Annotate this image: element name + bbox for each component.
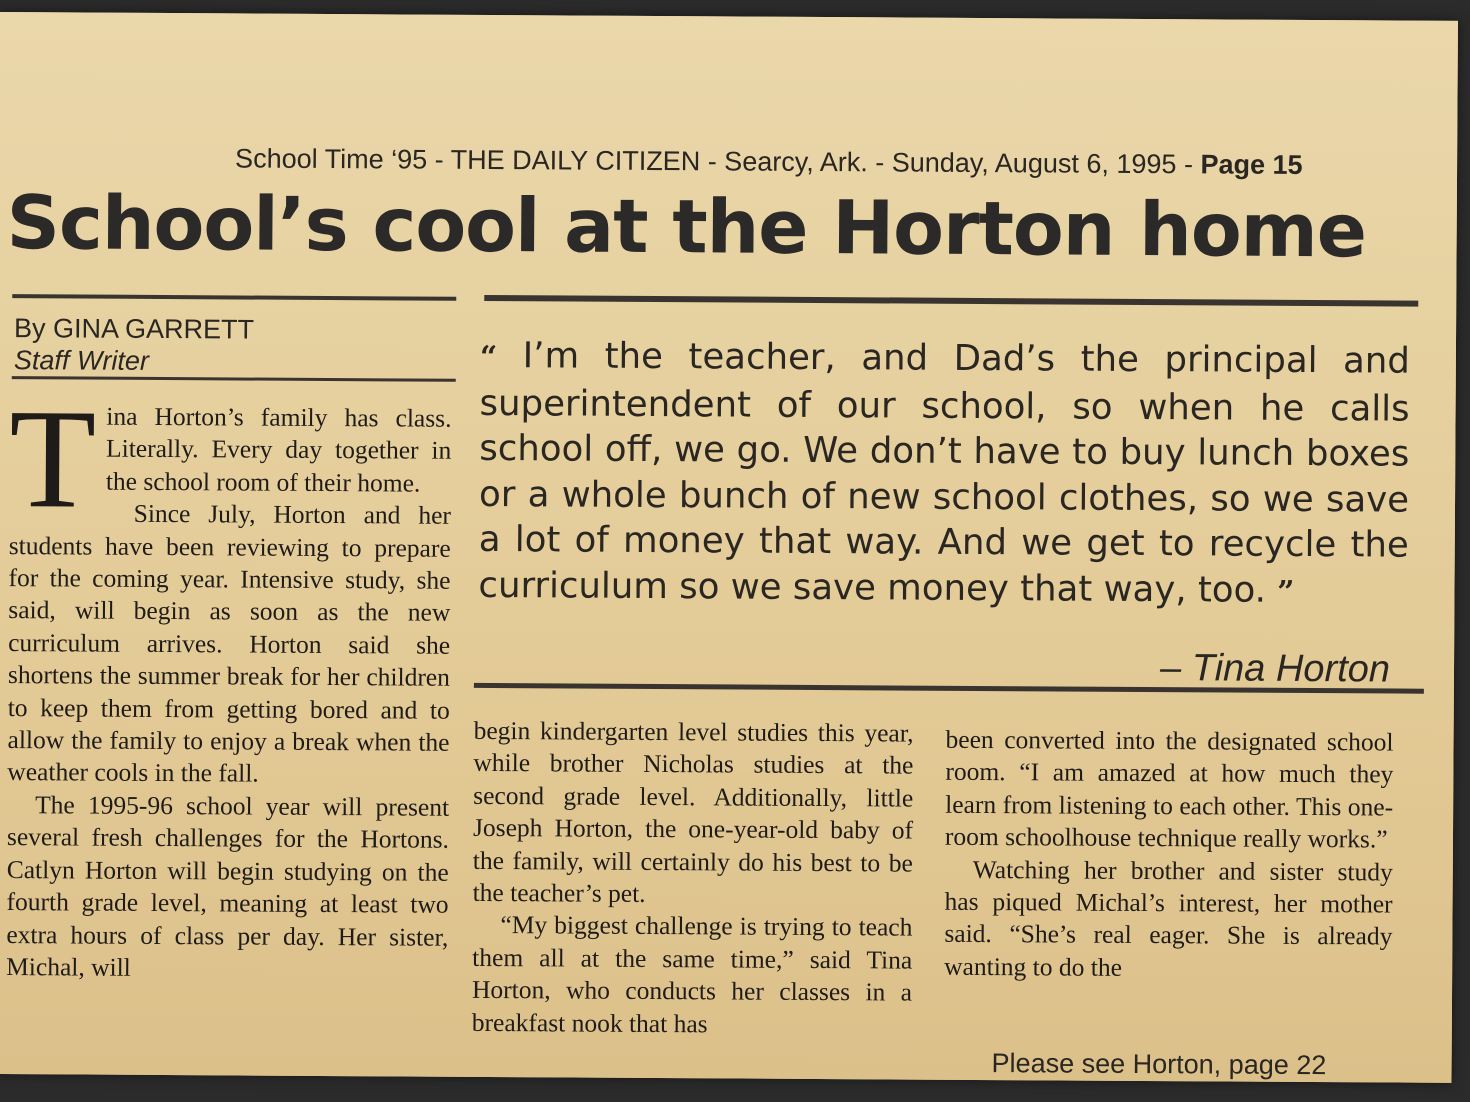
column-1-paragraph-3: The 1995-96 school year will present several fresh challenges for the Hortons. Catlyn Horton will begin studying on the fourth grade level, meaning at least two extra hours of class per day. Her sister, Michal, will (6, 790, 450, 982)
open-quote-mark: “ (479, 339, 498, 376)
pull-quote (478, 333, 1410, 616)
column-2-paragraph-2: “My biggest challenge is trying to teach them all at the same time,” said Tina Horton, who conducts her classes in a breakfast nook that has (471, 910, 913, 1038)
byline-top-rule (12, 294, 456, 301)
close-quote-mark: ” (1277, 574, 1295, 610)
byline-role: Staff Writer (13, 345, 149, 376)
column-2 (472, 715, 914, 1042)
column-2-paragraph-1: begin kindergarten level studies this year, while brother Nicholas studies at the second grade level. Additionally, little Joseph Horton, the one-year-old baby of the family, will certainly do his best to be the teacher’s pet. (472, 715, 914, 908)
column-1-paragraph-2: Since July, Horton and her students have been reviewing to prepare for the coming year. Intensive study, she said, will begin as soon as the new curriculum arrives. Horton said she shortens the summer break for her children to keep them from getting bored and to allow the family to enjoy a break when the weather cools in the fall. (7, 499, 452, 789)
page-header (235, 143, 1447, 181)
header-section: School Time ‘95 - THE DAILY CITIZEN - Searcy, Ark. - Sunday, August 6, 1995 - (235, 143, 1201, 180)
quote-top-rule (484, 295, 1418, 307)
column-1 (6, 379, 452, 986)
newspaper-clipping (0, 12, 1458, 1083)
pull-quote-text: I’m the teacher, and Dad’s the principal and superintendent of our school, so when he calls school off, we go. We don’t have to buy lunch boxes or a whole bunch of new school clothes, so we save a lot of money that way. And we get to recycle the curriculum so we save money that way, too. (478, 335, 1411, 611)
pull-quote-attribution: – Tina Horton (1159, 647, 1391, 691)
byline (14, 312, 254, 377)
column-3-paragraph-1: been converted into the designated school room. “I am amazed at how much they learn from listening to each other. This one-room schoolhouse technique really works.” (944, 724, 1394, 854)
column-1-paragraph-1: Tina Horton’s family has class. Literally. Every day together in the school room of their home. (8, 379, 452, 538)
header-page: Page 15 (1200, 149, 1303, 180)
column-3 (944, 724, 1394, 986)
continuation-note: Please see Horton, page 22 (991, 1048, 1327, 1081)
column-3-paragraph-2: Watching her brother and sister study has piqued Michal’s interest, her mother said. “She’s real eager. She is already wanting to do the (944, 854, 1393, 982)
drop-cap: T (8, 379, 97, 538)
byline-author: By GINA GARRETT (13, 313, 255, 345)
headline: School’s cool at the Horton home (6, 180, 1367, 275)
